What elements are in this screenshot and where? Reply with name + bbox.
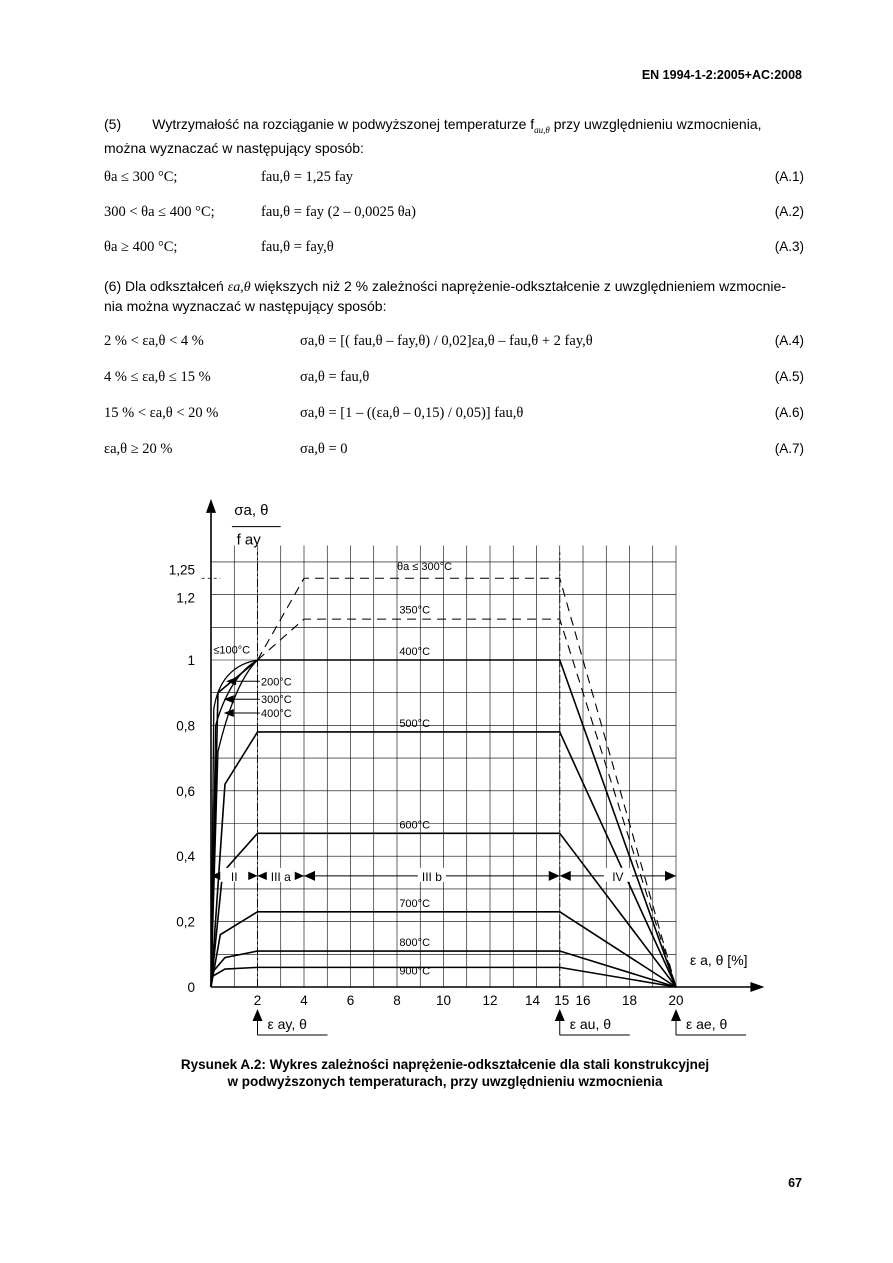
- label-temperature-300: 300°C: [260, 694, 292, 707]
- equation-condition: θa ≥ 400 °C;: [104, 239, 178, 255]
- para5-subscript: au,θ: [534, 124, 550, 135]
- strain-marker-label: ε ae, θ: [686, 1016, 728, 1032]
- equation-expression: σa,θ = 0: [300, 441, 348, 457]
- label-arrow-head: [224, 695, 234, 703]
- equation-condition: 2 % < εa,θ < 4 %: [104, 333, 204, 349]
- equation-expression: fau,θ = fay,θ: [261, 239, 334, 255]
- equation-expression: σa,θ = [( fau,θ – fay,θ) / 0,02]εa,θ – fau,θ + 2 fay,θ: [300, 333, 593, 349]
- figure-caption: [90, 1056, 800, 1090]
- equation-condition: 300 < θa ≤ 400 °C;: [104, 204, 215, 220]
- para6-symbol: εa,θ: [227, 280, 251, 295]
- equation-expression: σa,θ = fau,θ: [300, 369, 370, 385]
- region-label: II: [230, 869, 238, 884]
- para5-text: (5) Wytrzymałość na rozciąganie w podwyższonej temperaturze f: [104, 116, 535, 132]
- equation-expression: σa,θ = [1 – ((εa,θ – 0,15) / 0,05)] fau,θ: [300, 405, 524, 421]
- x-tick-label: 4: [300, 993, 308, 1008]
- region-arrow-right: [549, 871, 560, 881]
- region-arrow-left: [560, 871, 571, 881]
- curve-label: 800°C: [399, 937, 431, 950]
- x-tick-label: 15: [554, 993, 570, 1008]
- marker-arrow: [253, 1009, 263, 1021]
- label-100c: ≤100°C: [213, 644, 251, 657]
- equation-number: (A.4): [774, 333, 804, 348]
- y-tick-label: 1: [187, 653, 195, 668]
- y-tick-label: 0,6: [176, 783, 195, 799]
- y-axis-label-numerator: σa, θ: [234, 501, 269, 519]
- y-tick-label: 0,4: [176, 849, 195, 865]
- equation-number: (A.6): [774, 405, 804, 420]
- y-tick-label: 0,2: [176, 914, 195, 930]
- y-tick-label: 1,2: [176, 590, 195, 606]
- equation-number: (A.3): [774, 239, 804, 254]
- page-number: 67: [788, 1176, 802, 1190]
- para5-text-end: przy uwzględnieniu wzmocnienia,: [549, 116, 762, 132]
- equation-number: (A.1): [774, 169, 804, 184]
- label-arrow-head: [224, 709, 234, 717]
- region-arrow-left: [304, 871, 315, 881]
- x-axis-label: ε a, θ [%]: [689, 952, 748, 968]
- label-temperature-200: 200°C: [260, 676, 292, 689]
- x-tick-label: 6: [346, 993, 355, 1008]
- x-axis-arrow: [750, 982, 764, 992]
- region-label: III a: [270, 869, 291, 884]
- marker-arrow: [671, 1009, 681, 1021]
- x-tick-label: 18: [621, 993, 638, 1008]
- y-tick-label: 0,8: [176, 718, 195, 734]
- equation-condition: θa ≤ 300 °C;: [104, 169, 178, 185]
- x-tick-label: 12: [482, 993, 498, 1008]
- caption-line2: w podwyższonych temperaturach, przy uwzględnieniu wzmocnienia: [227, 1074, 663, 1089]
- curve-label: 900°C: [399, 965, 431, 978]
- y-axis-label-denominator: f ay: [236, 531, 261, 549]
- curve-label: 600°C: [399, 819, 431, 832]
- y-axis-arrow: [206, 499, 216, 513]
- para6-text: (6) Dla odkształceń: [104, 278, 228, 294]
- x-tick-label: 10: [435, 993, 452, 1008]
- equation-number: (A.5): [774, 369, 804, 384]
- y-tick-label: 1,25: [168, 562, 195, 578]
- region-label: III b: [421, 869, 442, 884]
- para5-text-line2: można wyznaczać w następujący sposób:: [104, 139, 364, 156]
- equation-expression: fau,θ = 1,25 fay: [261, 169, 354, 185]
- chart-grid: [202, 546, 676, 987]
- curve-label: 350°C: [399, 604, 431, 617]
- caption-line1: Rysunek A.2: Wykres zależności naprężenie-odkształcenie dla stali konstrukcyjnej: [180, 1057, 710, 1072]
- chart-annotations: [211, 552, 746, 1035]
- x-tick-label: 20: [668, 993, 684, 1008]
- standard-header: EN 1994-1-2:2005+AC:2008: [641, 68, 802, 82]
- x-tick-label: 14: [524, 993, 541, 1008]
- equation-number: (A.2): [774, 204, 804, 219]
- curve-label: 700°C: [399, 897, 431, 910]
- region-label: IV: [612, 869, 624, 884]
- x-tick-label: 8: [393, 993, 401, 1008]
- para6-text-end: większych niż 2 % zależności naprężenie-odkształcenie z uwzględnieniem wzmocnie-: [250, 278, 786, 294]
- x-tick-label: 2: [253, 993, 262, 1008]
- curve-label: 400°C: [399, 646, 431, 659]
- equation-condition: εa,θ ≥ 20 %: [104, 441, 173, 457]
- equation-condition: 15 % < εa,θ < 20 %: [104, 405, 219, 421]
- strain-marker-label: ε ay, θ: [267, 1016, 307, 1032]
- equation-condition: 4 % ≤ εa,θ ≤ 15 %: [104, 369, 211, 385]
- equation-number: (A.7): [774, 441, 804, 456]
- curve-label: 500°C: [399, 718, 431, 731]
- x-tick-label: 16: [575, 993, 591, 1008]
- strain-marker-label: ε au, θ: [569, 1016, 612, 1032]
- para6-text-line2: nia można wyznaczać w następujący sposób:: [104, 298, 387, 314]
- curve-label: θa ≤ 300°C: [397, 561, 453, 574]
- y-tick-label: 0: [187, 980, 195, 995]
- label-temperature-400: 400°C: [260, 707, 292, 720]
- marker-arrow: [555, 1009, 565, 1021]
- equation-expression: fau,θ = fay (2 – 0,0025 θa): [261, 204, 416, 220]
- region-arrow-right: [665, 871, 676, 881]
